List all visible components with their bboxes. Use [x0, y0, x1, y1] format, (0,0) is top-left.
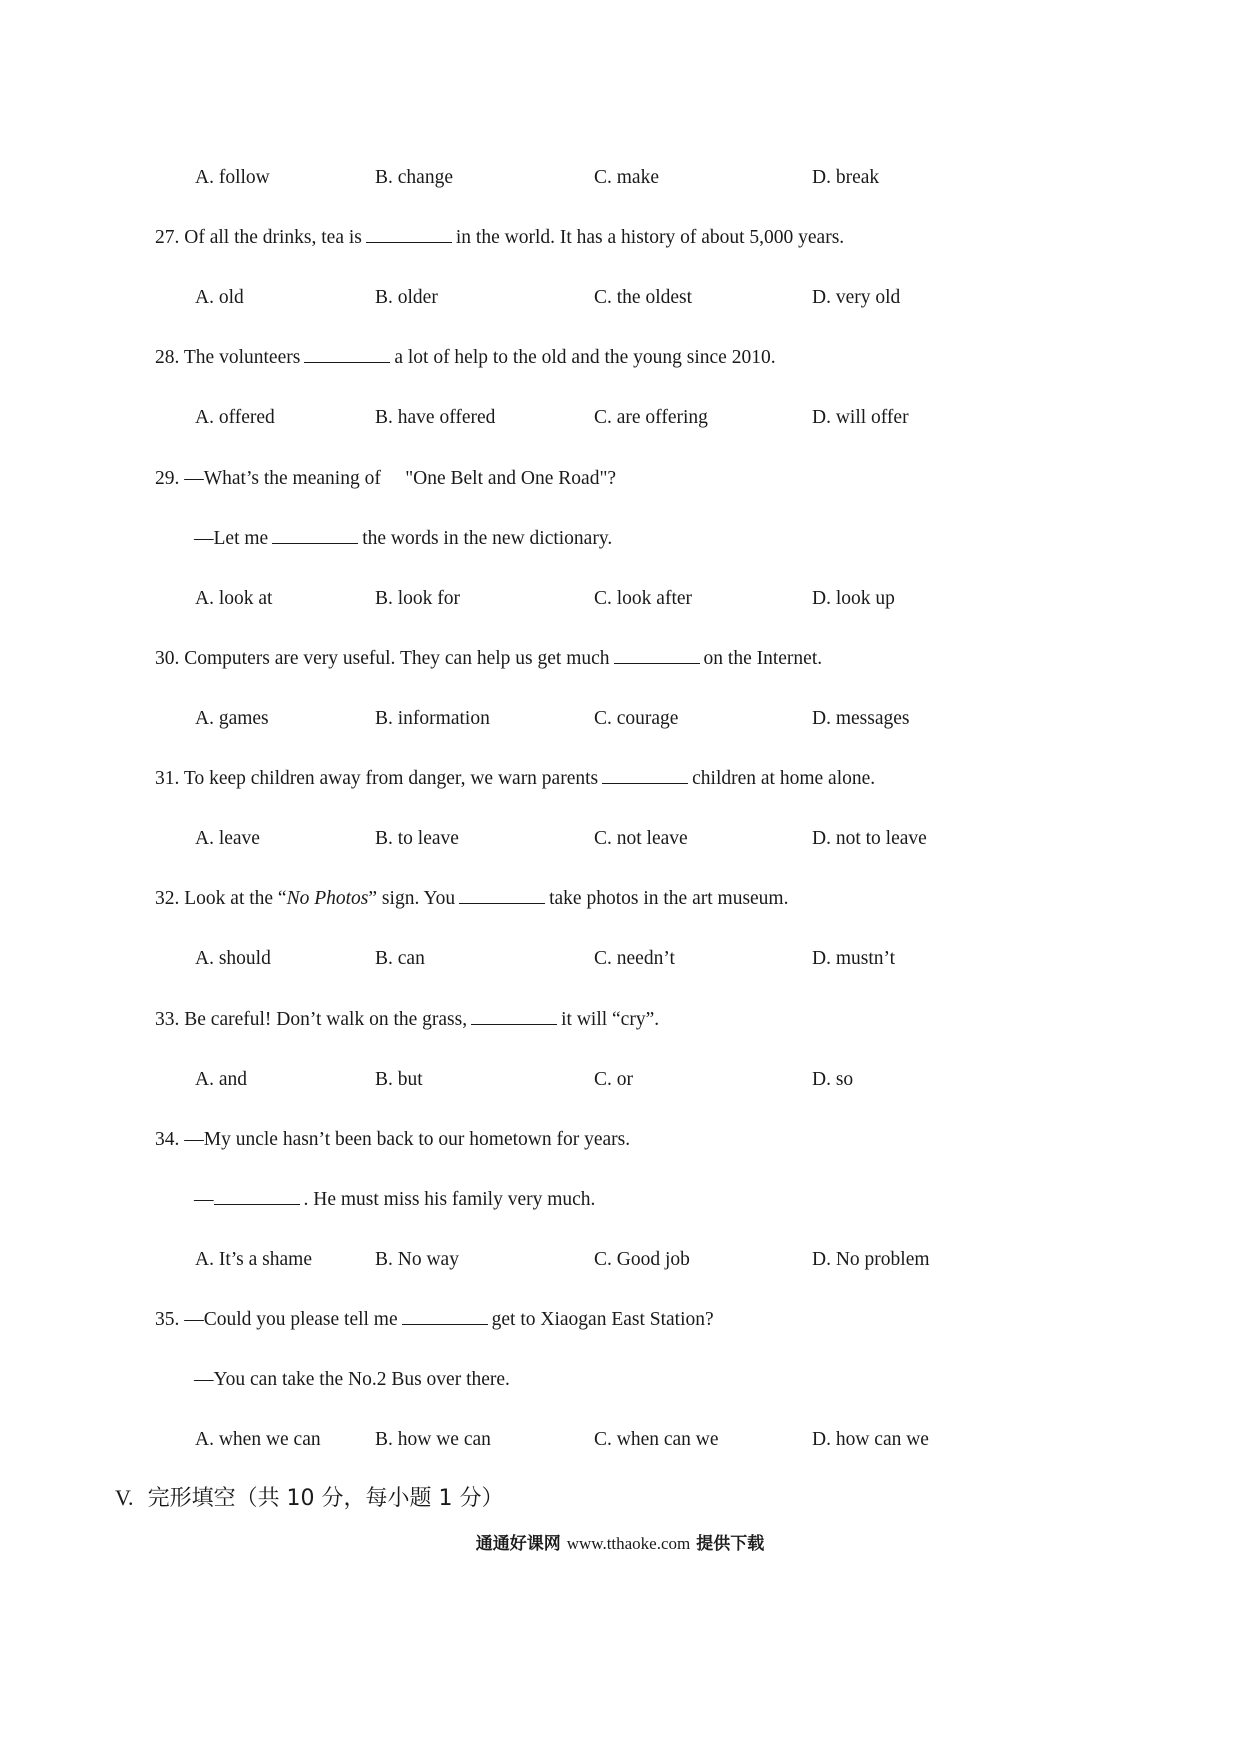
q35-reply: —You can take the No.2 Bus over there.	[194, 1369, 510, 1390]
q33-blank	[471, 1008, 557, 1025]
q28-option-b: B. have offered	[375, 407, 496, 428]
q34-option-b: B. No way	[375, 1249, 459, 1270]
q30-text-post: on the Internet.	[703, 648, 823, 669]
q31-stem	[155, 767, 875, 791]
q33-option-c: C. or	[594, 1069, 633, 1090]
section-heading	[115, 1484, 504, 1513]
q31-options	[0, 827, 1240, 851]
q30-option-a: A. games	[195, 708, 269, 729]
q35-option-d: D. how can we	[812, 1429, 929, 1450]
q29-reply-post: the words in the new dictionary.	[362, 528, 613, 549]
q31-option-a: A. leave	[195, 828, 260, 849]
q31-option-b: B. to leave	[375, 828, 459, 849]
q29-option-b: B. look for	[375, 588, 461, 609]
q34-reply-post: . He must miss his family very much.	[303, 1189, 596, 1210]
q32-stem	[155, 887, 788, 911]
q34-blank	[214, 1188, 300, 1205]
q29-option-c: C. look after	[594, 588, 693, 609]
q33-option-a: A. and	[195, 1069, 247, 1090]
q32-option-b: B. can	[375, 948, 425, 969]
q32-text-mid: ” sign. You	[368, 888, 456, 909]
q33-option-b: B. but	[375, 1069, 423, 1090]
q29-reply	[194, 527, 612, 551]
q28-blank	[304, 346, 390, 363]
q27-text-pre: 27. Of all the drinks, tea is	[155, 227, 362, 248]
q33-options	[0, 1068, 1240, 1092]
q33-text-post: it will “cry”.	[561, 1009, 660, 1030]
q28-text-pre: 28. The volunteers	[155, 347, 301, 368]
q30-options	[0, 707, 1240, 731]
q30-text-pre: 30. Computers are very useful. They can help us get much	[155, 648, 610, 669]
section-title: 完形填空（共 10 分，每小题 1 分）	[147, 1486, 504, 1511]
q31-text-post: children at home alone.	[692, 768, 876, 789]
q26-options	[0, 166, 1240, 190]
q28-option-c: C. are offering	[594, 407, 708, 428]
q30-blank	[614, 647, 700, 664]
q30-option-d: D. messages	[812, 708, 910, 729]
q29-options	[0, 587, 1240, 611]
q28-text-post: a lot of help to the old and the young since 2010.	[394, 347, 776, 368]
q27-option-d: D. very old	[812, 287, 901, 308]
q32-sign-text: No Photos	[286, 888, 369, 909]
footer-site-name: 通通好课网	[475, 1534, 561, 1554]
q35-option-c: C. when can we	[594, 1429, 719, 1450]
q34-stem: 34. —My uncle hasn’t been back to our hometown for years.	[155, 1129, 631, 1150]
q29-blank	[272, 527, 358, 544]
q28-options	[0, 406, 1240, 430]
q30-option-b: B. information	[375, 708, 490, 729]
q29-stem: 29. —What’s the meaning of "One Belt and One Road"?	[155, 468, 617, 489]
q32-option-d: D. mustn’t	[812, 948, 896, 969]
q34-options	[0, 1248, 1240, 1272]
q31-option-d: D. not to leave	[812, 828, 927, 849]
page-footer	[0, 1533, 1240, 1555]
q32-text-pre: 32. Look at the “	[155, 888, 287, 909]
q35-stem	[155, 1308, 714, 1332]
q32-option-a: A. should	[195, 948, 271, 969]
q26-option-c: C. make	[594, 167, 659, 188]
q35-text-pre: 35. —Could you please tell me	[155, 1309, 398, 1330]
q30-option-c: C. courage	[594, 708, 679, 729]
q33-option-d: D. so	[812, 1069, 854, 1090]
q35-options	[0, 1428, 1240, 1452]
footer-url: www.tthaoke.com	[566, 1534, 691, 1553]
q26-option-b: B. change	[375, 167, 453, 188]
q27-option-b: B. older	[375, 287, 438, 308]
q28-option-d: D. will offer	[812, 407, 909, 428]
q30-stem	[155, 647, 822, 671]
q32-options	[0, 947, 1240, 971]
q31-text-pre: 31. To keep children away from danger, we warn parents	[155, 768, 599, 789]
q27-options	[0, 286, 1240, 310]
q33-text-pre: 33. Be careful! Don’t walk on the grass,	[155, 1009, 468, 1030]
q34-reply-pre: —	[194, 1189, 214, 1210]
q28-stem	[155, 346, 776, 370]
section-number: V.	[115, 1485, 134, 1510]
q31-option-c: C. not leave	[594, 828, 688, 849]
q32-text-post: take photos in the art museum.	[549, 888, 789, 909]
q34-option-d: D. No problem	[812, 1249, 930, 1270]
footer-download: 提供下载	[696, 1534, 765, 1554]
q34-option-a: A. It’s a shame	[195, 1249, 312, 1270]
q27-text-post: in the world. It has a history of about 5,000 years.	[455, 227, 845, 248]
q27-option-a: A. old	[195, 287, 244, 308]
q34-reply	[194, 1188, 595, 1212]
q26-option-d: D. break	[812, 167, 880, 188]
q34-option-c: C. Good job	[594, 1249, 690, 1270]
q32-option-c: C. needn’t	[594, 948, 675, 969]
q29-option-d: D. look up	[812, 588, 895, 609]
q27-option-c: C. the oldest	[594, 287, 693, 308]
q35-blank	[402, 1308, 488, 1325]
q29-reply-pre: —Let me	[194, 528, 269, 549]
q27-blank	[366, 226, 452, 243]
q28-option-a: A. offered	[195, 407, 275, 428]
q29-option-a: A. look at	[195, 588, 273, 609]
q32-blank	[459, 887, 545, 904]
q35-option-a: A. when we can	[195, 1429, 321, 1450]
q35-text-post: get to Xiaogan East Station?	[491, 1309, 714, 1330]
q26-option-a: A. follow	[195, 167, 270, 188]
q35-option-b: B. how we can	[375, 1429, 491, 1450]
q31-blank	[602, 767, 688, 784]
q27-stem	[155, 226, 844, 250]
q33-stem	[155, 1008, 659, 1032]
